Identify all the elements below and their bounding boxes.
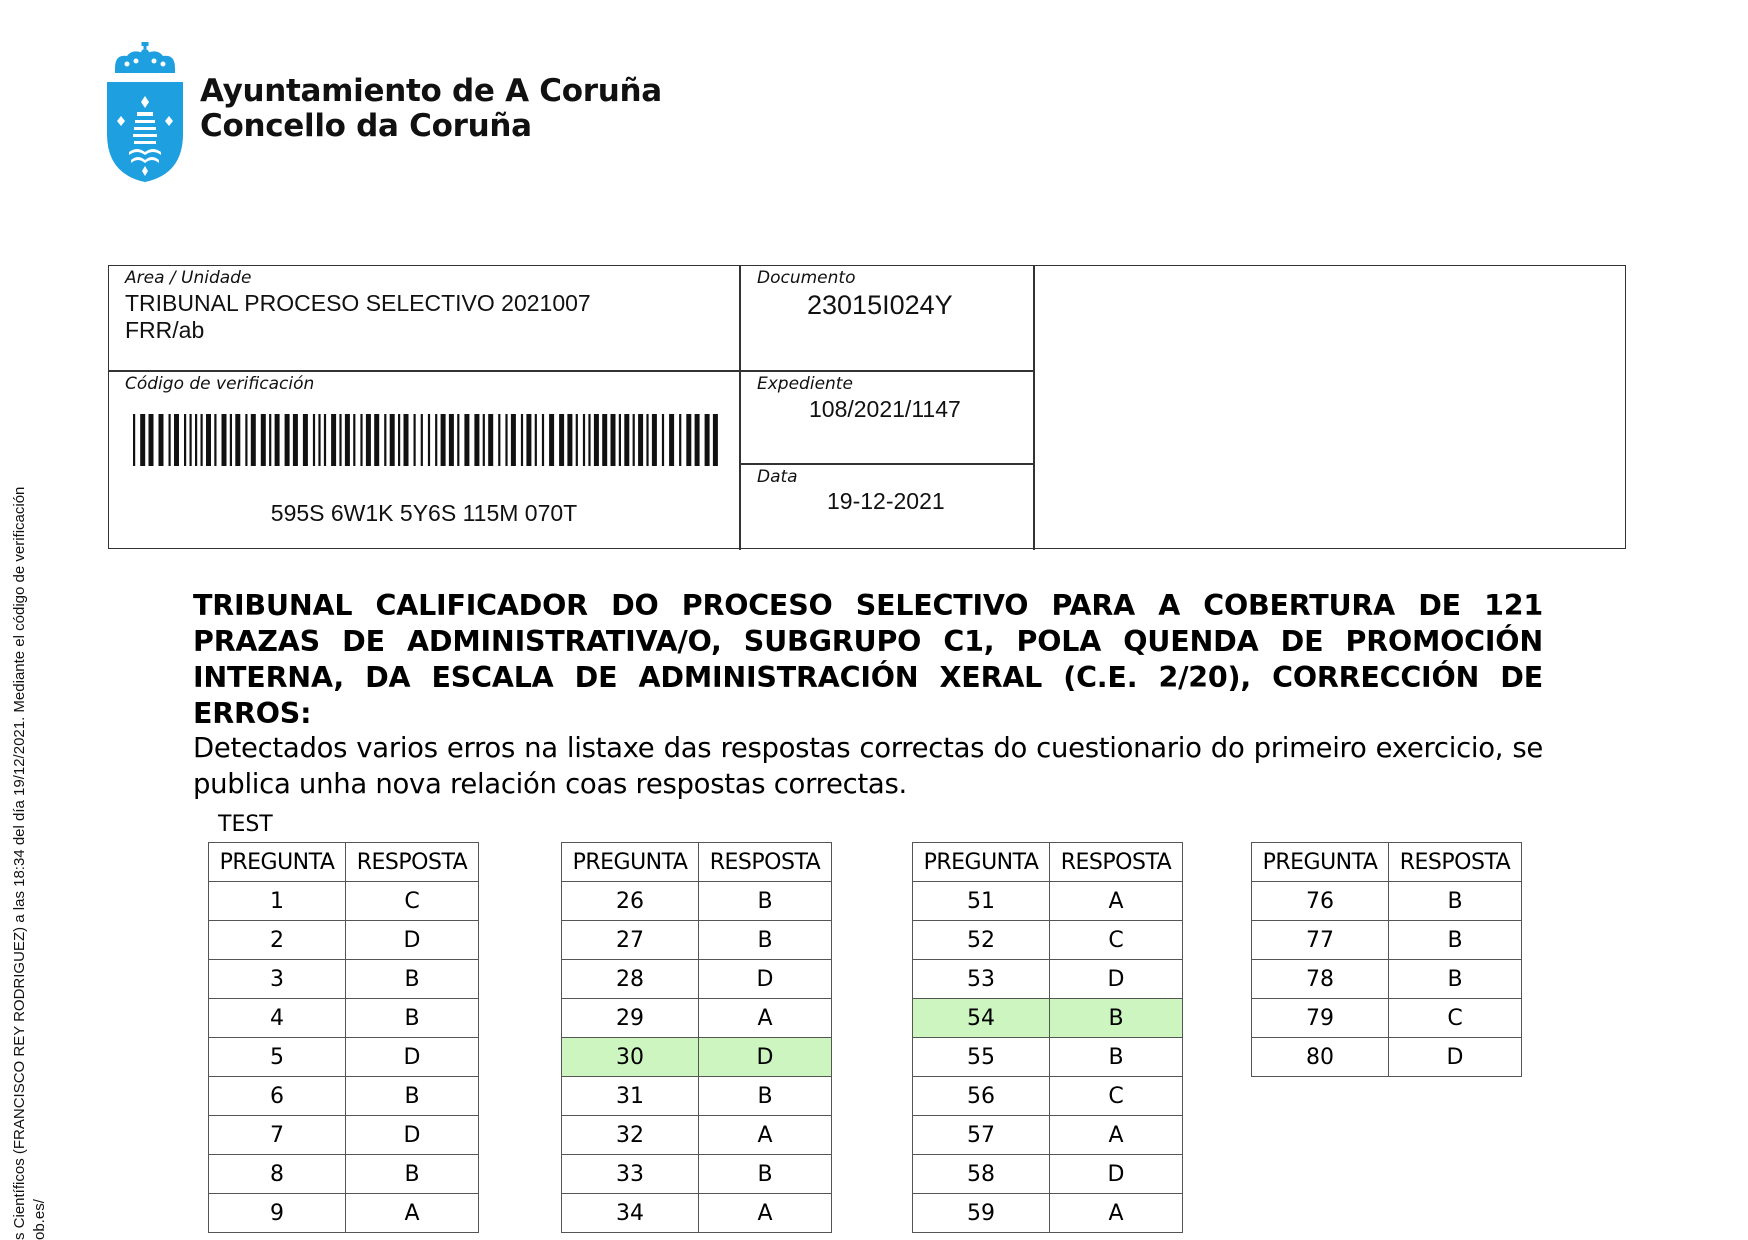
verification-side-text — [10, 340, 50, 1240]
table-row — [913, 921, 1183, 960]
question-number: 54 — [913, 999, 1050, 1038]
answer-letter: C — [1050, 1077, 1183, 1116]
table-row — [209, 1116, 479, 1155]
answer-letter: B — [699, 1155, 832, 1194]
table-row — [209, 882, 479, 921]
coat-of-arms-logo-icon — [105, 42, 185, 184]
table-row — [913, 882, 1183, 921]
question-number: 59 — [913, 1194, 1050, 1233]
table-row — [1252, 921, 1522, 960]
table-row — [562, 960, 832, 999]
table-row — [209, 1038, 479, 1077]
table-row — [209, 921, 479, 960]
question-number: 55 — [913, 1038, 1050, 1077]
question-number: 57 — [913, 1116, 1050, 1155]
codigo-label: Código de verificación — [125, 374, 315, 394]
table-row — [209, 1155, 479, 1194]
column-header-pregunta: PREGUNTA — [913, 843, 1050, 882]
question-number: 58 — [913, 1155, 1050, 1194]
answer-letter: D — [346, 1116, 479, 1155]
question-number: 56 — [913, 1077, 1050, 1116]
codigo-value: 595S 6W1K 5Y6S 115M 070T — [270, 500, 578, 526]
answer-letter: B — [1389, 921, 1522, 960]
question-number: 1 — [209, 882, 346, 921]
area-label: Area / Unidade — [125, 268, 252, 288]
table-row — [913, 1116, 1183, 1155]
column-header-resposta: RESPOSTA — [699, 843, 832, 882]
table-row — [913, 960, 1183, 999]
table-row — [913, 1038, 1183, 1077]
divider — [739, 463, 1034, 465]
answer-letter: B — [346, 960, 479, 999]
question-number: 33 — [562, 1155, 699, 1194]
column-header-resposta: RESPOSTA — [1389, 843, 1522, 882]
answers-table-1 — [208, 842, 479, 1233]
column-header-pregunta: PREGUNTA — [1252, 843, 1389, 882]
question-number: 79 — [1252, 999, 1389, 1038]
answer-letter: C — [1389, 999, 1522, 1038]
data-label: Data — [757, 467, 798, 487]
table-row — [1252, 1038, 1522, 1077]
answers-table-2 — [561, 842, 832, 1233]
intro-paragraph: Detectados varios erros na listaxe das respostas correctas do cuestionario do primeiro exercicio, se publica unha nova relación coas respostas correctas. — [193, 732, 1543, 800]
column-header-pregunta: PREGUNTA — [562, 843, 699, 882]
column-header-resposta: RESPOSTA — [1050, 843, 1183, 882]
barcode-icon — [133, 414, 723, 466]
side-text-line-2: ob.es/ — [31, 1199, 48, 1240]
question-number: 30 — [562, 1038, 699, 1077]
organization-name-es: Ayuntamiento de A Coruña — [200, 73, 662, 109]
answer-letter: B — [346, 999, 479, 1038]
table-row — [913, 1077, 1183, 1116]
answer-letter: B — [1389, 960, 1522, 999]
answer-letter: C — [346, 882, 479, 921]
table-row — [913, 999, 1183, 1038]
question-number: 4 — [209, 999, 346, 1038]
answer-letter: A — [699, 999, 832, 1038]
question-number: 5 — [209, 1038, 346, 1077]
expediente-value: 108/2021/1147 — [809, 396, 961, 422]
question-number: 51 — [913, 882, 1050, 921]
question-number: 52 — [913, 921, 1050, 960]
question-number: 29 — [562, 999, 699, 1038]
table-row — [1252, 960, 1522, 999]
question-number: 6 — [209, 1077, 346, 1116]
table-row — [1252, 999, 1522, 1038]
column-header-resposta: RESPOSTA — [346, 843, 479, 882]
question-number: 27 — [562, 921, 699, 960]
table-row — [209, 999, 479, 1038]
expediente-label: Expediente — [757, 374, 853, 394]
question-number: 28 — [562, 960, 699, 999]
question-number: 32 — [562, 1116, 699, 1155]
table-row — [209, 1077, 479, 1116]
table-row — [562, 1116, 832, 1155]
question-number: 3 — [209, 960, 346, 999]
column-header-pregunta: PREGUNTA — [209, 843, 346, 882]
answer-letter: D — [346, 921, 479, 960]
question-number: 78 — [1252, 960, 1389, 999]
answer-letter: A — [699, 1116, 832, 1155]
question-number: 80 — [1252, 1038, 1389, 1077]
question-number: 31 — [562, 1077, 699, 1116]
question-number: 7 — [209, 1116, 346, 1155]
side-text-line-1: s Científicos (FRANCISCO REY RODRIGUEZ) a las 18:34 del día 19/12/2021. Mediante el código de verificación — [11, 486, 28, 1240]
answer-letter: B — [1050, 999, 1183, 1038]
data-value: 19-12-2021 — [827, 488, 945, 514]
answer-letter: C — [1050, 921, 1183, 960]
table-row — [913, 1194, 1183, 1233]
question-number: 26 — [562, 882, 699, 921]
question-number: 77 — [1252, 921, 1389, 960]
table-row — [209, 960, 479, 999]
answer-letter: A — [346, 1194, 479, 1233]
table-row — [562, 1038, 832, 1077]
answers-table-3 — [912, 842, 1183, 1233]
answer-letter: D — [699, 1038, 832, 1077]
question-number: 53 — [913, 960, 1050, 999]
divider — [1033, 266, 1035, 550]
answer-letter: B — [346, 1077, 479, 1116]
answer-letter: D — [346, 1038, 479, 1077]
answer-letter: B — [699, 882, 832, 921]
answer-letter: B — [346, 1155, 479, 1194]
divider — [109, 370, 1034, 372]
answer-letter: D — [1050, 1155, 1183, 1194]
question-number: 76 — [1252, 882, 1389, 921]
area-line-2: FRR/ab — [125, 317, 205, 343]
test-label: TEST — [218, 812, 273, 837]
documento-label: Documento — [757, 268, 856, 288]
documento-value: 23015I024Y — [807, 290, 953, 320]
question-number: 34 — [562, 1194, 699, 1233]
answer-letter: D — [1050, 960, 1183, 999]
answer-letter: D — [1389, 1038, 1522, 1077]
table-row — [913, 1155, 1183, 1194]
question-number: 2 — [209, 921, 346, 960]
document-heading: TRIBUNAL CALIFICADOR DO PROCESO SELECTIVO PARA A COBERTURA DE 121 PRAZAS DE ADMINISTRATIVA/O, SUBGRUPO C1, POLA QUENDA DE PROMOCIÓN INTERNA, DA ESCALA DE ADMINISTRACIÓN XERAL (C.E. 2/20), CORRECCIÓN DE ERROS: — [193, 589, 1543, 730]
organization-name — [200, 74, 662, 144]
answer-letter: A — [1050, 1194, 1183, 1233]
table-row — [562, 999, 832, 1038]
divider — [739, 266, 741, 550]
table-row — [562, 882, 832, 921]
answer-letter: A — [1050, 1116, 1183, 1155]
answers-table-4 — [1251, 842, 1522, 1077]
answer-letter: B — [699, 921, 832, 960]
answer-letter: B — [1389, 882, 1522, 921]
table-row — [562, 1155, 832, 1194]
document-header-box — [108, 265, 1626, 549]
answer-letter: A — [1050, 882, 1183, 921]
question-number: 9 — [209, 1194, 346, 1233]
answer-letter: B — [699, 1077, 832, 1116]
table-row — [1252, 882, 1522, 921]
area-line-1: TRIBUNAL PROCESO SELECTIVO 2021007 — [125, 290, 591, 316]
organization-name-gl: Concello da Coruña — [200, 108, 532, 144]
table-row — [562, 1194, 832, 1233]
question-number: 8 — [209, 1155, 346, 1194]
answer-letter: B — [1050, 1038, 1183, 1077]
answer-letter: A — [699, 1194, 832, 1233]
table-row — [562, 1077, 832, 1116]
table-row — [562, 921, 832, 960]
table-row — [209, 1194, 479, 1233]
answer-letter: D — [699, 960, 832, 999]
